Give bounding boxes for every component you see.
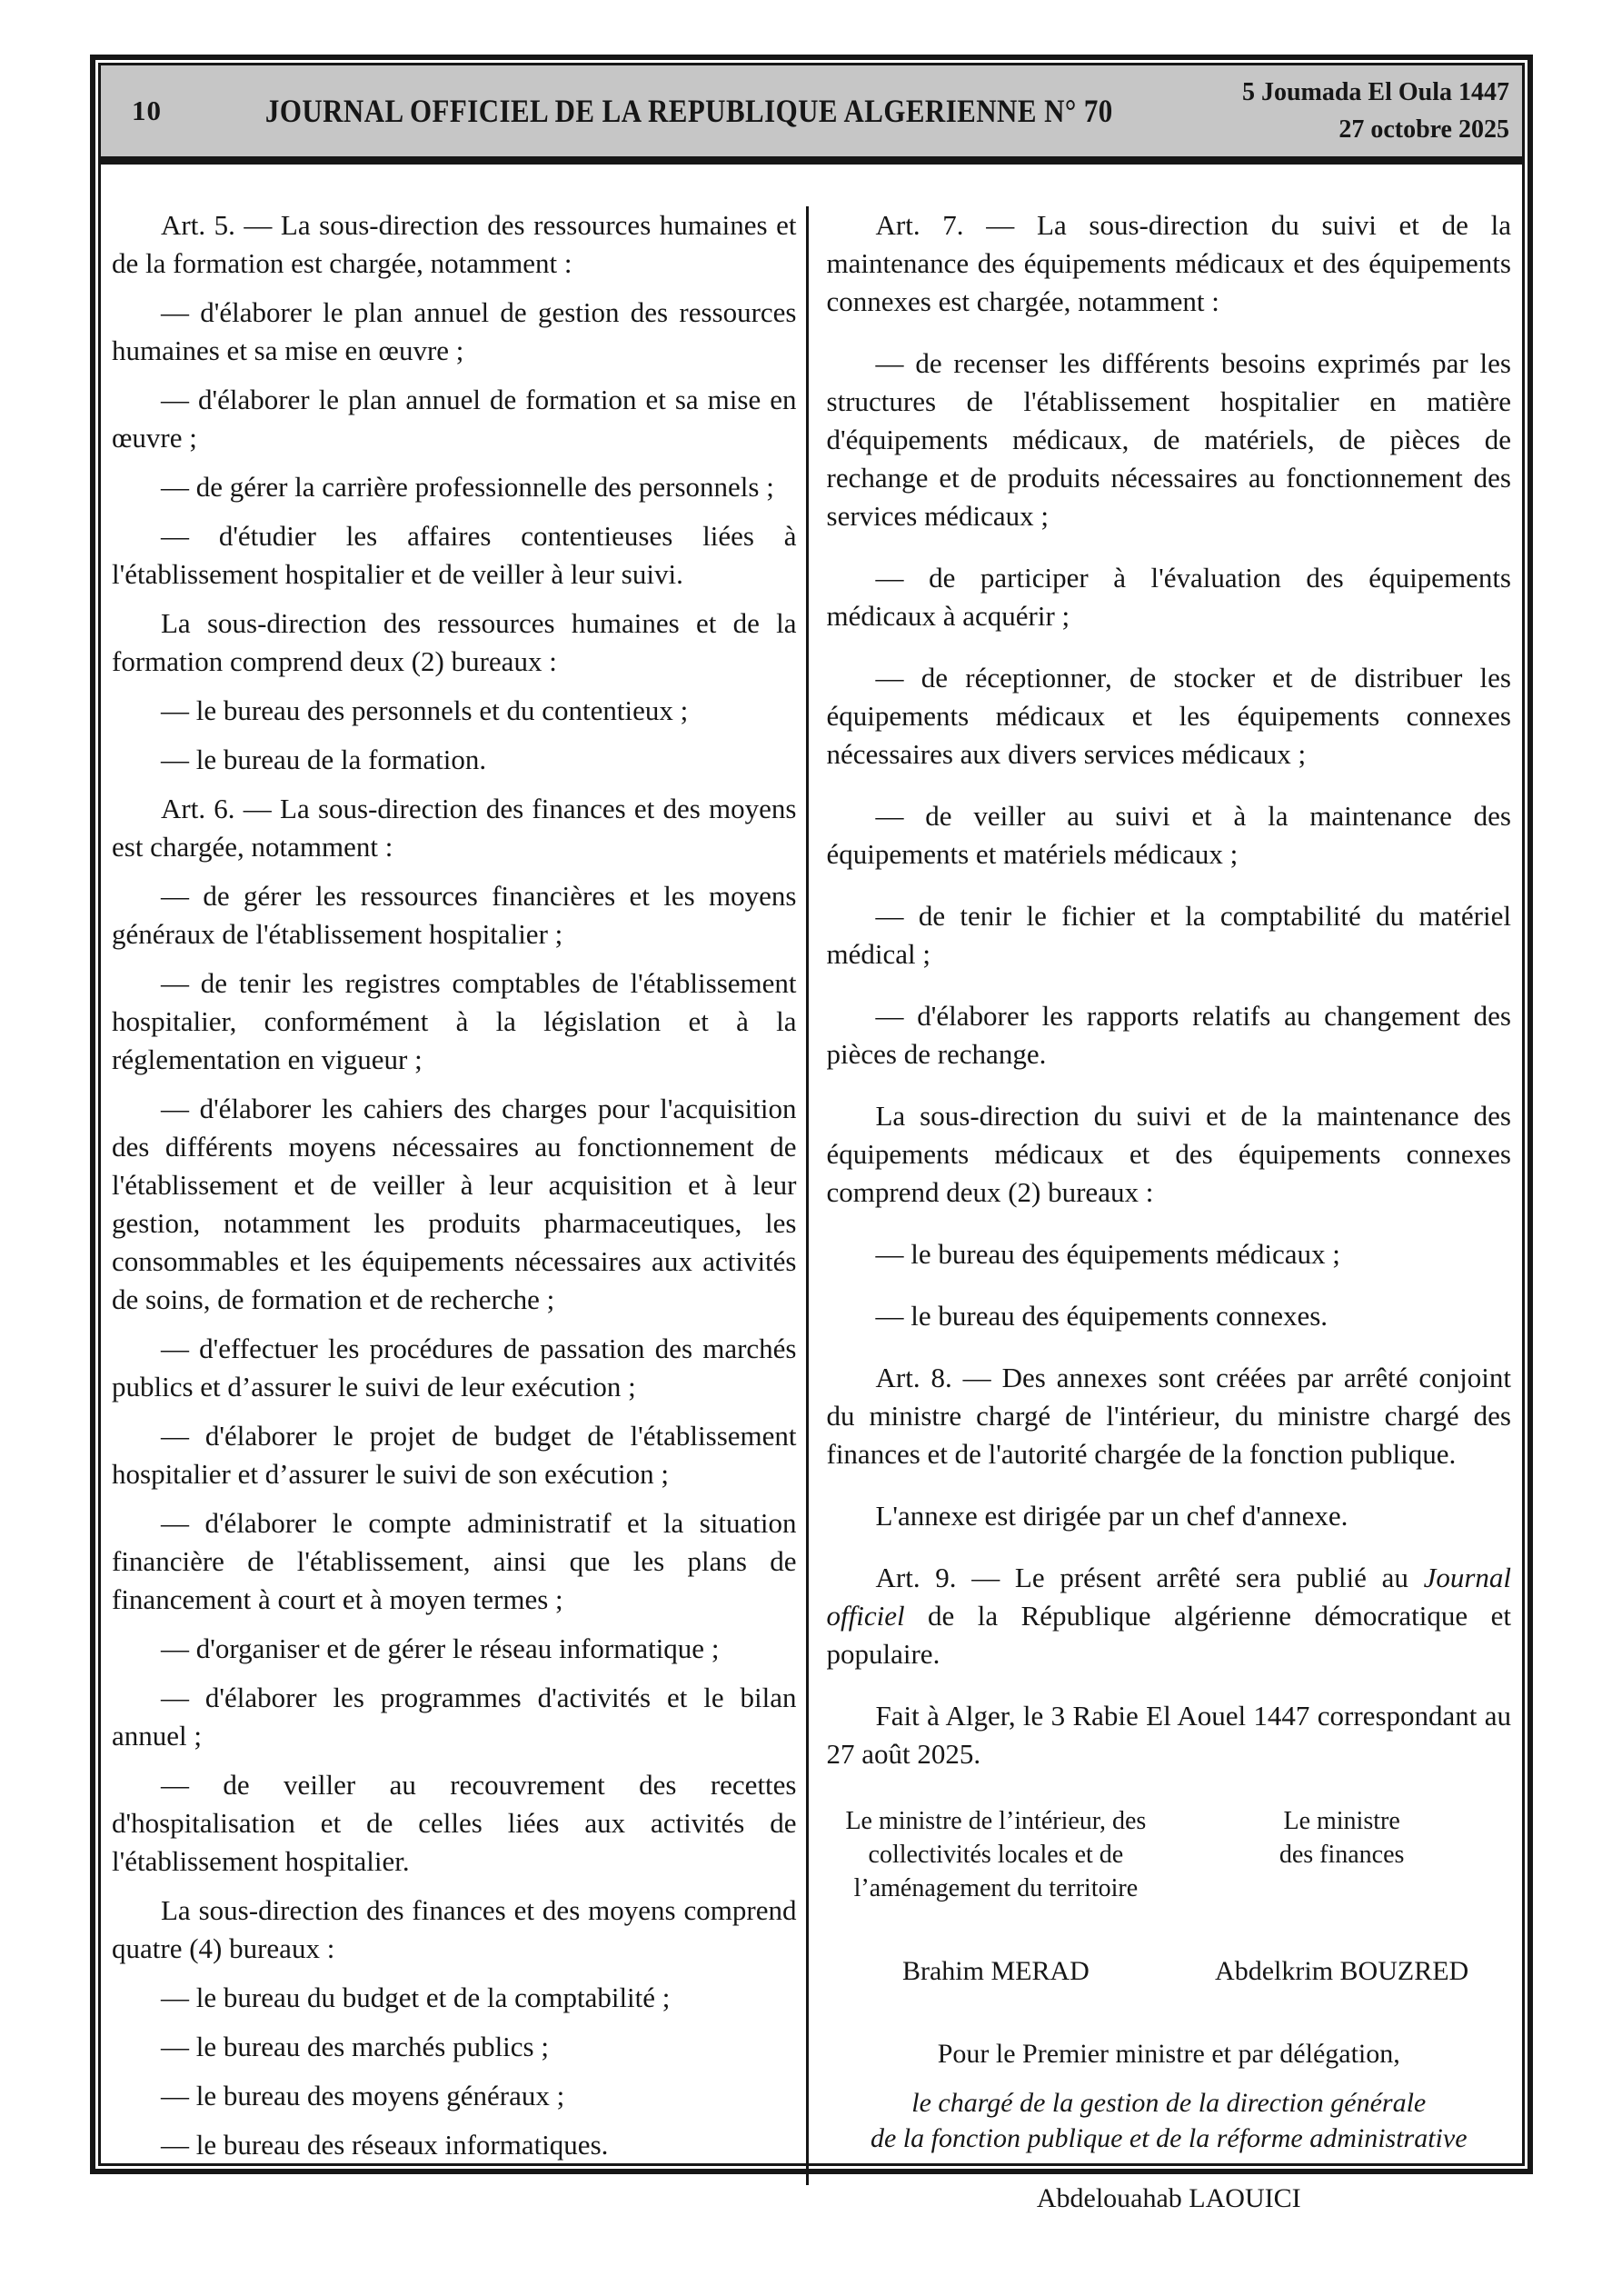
paragraph: Art. 8. — Des annexes sont créées par arrêté conjoint du ministre chargé de l'intérieur, du ministre chargé des finances et de l'autorité chargée de la fonction publique.	[826, 1362, 1511, 1470]
paragraph: L'annexe est dirigée par un chef d'annexe.	[875, 1500, 1348, 1532]
paragraph: Art. 5. — La sous-direction des ressources humaines et de la formation est chargée, notamment :	[112, 209, 797, 279]
column-right	[809, 165, 1523, 2218]
paragraph: — de réceptionner, de stocker et de distribuer les équipements médicaux et les équipements connexes nécessaires aux divers services médicaux ;	[826, 662, 1511, 770]
paragraph: — de gérer la carrière professionnelle des personnels ;	[161, 471, 774, 503]
paragraph: Fait à Alger, le 3 Rabie El Aouel 1447 correspondant au 27 août 2025.	[826, 1700, 1511, 1770]
paragraph: — de tenir les registres comptables de l'établissement hospitalier, conformément à la législation et à la réglementation en vigueur ;	[112, 967, 797, 1075]
paragraph: — d'élaborer le compte administratif et la situation financière de l'établissement, ainsi que les plans de financement à court et à moyen termes ;	[112, 1507, 797, 1615]
paragraph: Art. 7. — La sous-direction du suivi et de la maintenance des équipements médicaux et des équipements connexes est chargée, notamment :	[826, 209, 1511, 317]
paragraph: — d'élaborer les cahiers des charges pour l'acquisition des différents moyens nécessaires au fonctionnement de l'établissement et de veiller à leur acquisition et à leur gestion, notamment les produits pharmaceutiques, les consommables et les équipements nécessaires aux activités de soins, de formation et de recherche ;	[112, 1093, 797, 1315]
journal-title-wrap	[164, 92, 1213, 130]
masthead	[101, 65, 1522, 165]
minister-titles-row	[827, 1804, 1512, 1905]
paragraph: — d'élaborer les programmes d'activités et le bilan annuel ;	[112, 1682, 797, 1752]
paragraph: — de recenser les différents besoins exprimés par les structures de l'établissement hospitalier en matière d'équipements médicaux, de matériels, de pièces de rechange et de produits nécessaires au fonctionnement des services médicaux ;	[826, 347, 1511, 532]
date-hijri: 5 Joumada El Oula 1447	[1241, 78, 1509, 106]
minister-names-row	[827, 1952, 1512, 1991]
paragraph: — le bureau du budget et de la comptabilité ;	[161, 1982, 671, 2013]
paragraph: — le bureau des marchés publics ;	[161, 2031, 549, 2062]
delegation-line: Pour le Premier ministre et par délégation,	[937, 2039, 1400, 2069]
column-left	[101, 165, 806, 2218]
paragraph: — le bureau des moyens généraux ;	[161, 2080, 565, 2111]
paragraph: — d'organiser et de gérer le réseau informatique ;	[161, 1632, 720, 1664]
paragraph: — d'effectuer les procédures de passation des marchés publics et d’assurer le suivi de leur exécution ;	[112, 1333, 797, 1403]
signature-block	[827, 1804, 1512, 2218]
signer-name: Abdelouahab LAOUICI	[1036, 2183, 1301, 2213]
page-frame-inner	[98, 63, 1525, 2213]
paragraph: — de veiller au suivi et à la maintenance des équipements et matériels médicaux ;	[826, 800, 1511, 870]
paragraph: — d'élaborer le projet de budget de l'établissement hospitalier et d’assurer le suivi de son exécution ;	[112, 1420, 797, 1490]
minister-right-title: Le ministre des finances	[1279, 1807, 1405, 1869]
paragraph: Art. 6. — La sous-direction des finances et des moyens est chargée, notamment :	[112, 793, 797, 863]
paragraph: Art. 9. — Le présent arrêté sera publié au Journal officiel de la République algérienne démocratique et populaire.	[826, 1562, 1511, 1670]
paragraph: — de participer à l'évaluation des équipements médicaux à acquérir ;	[826, 562, 1511, 632]
paragraph: — de tenir le fichier et la comptabilité du matériel médical ;	[826, 900, 1511, 970]
paragraph: La sous-direction des ressources humaines et de la formation comprend deux (2) bureaux :	[112, 607, 797, 677]
minister-left-title: Le ministre de l’intérieur, des collectivités locales et de l’aménagement du territoire	[845, 1807, 1147, 1902]
paragraph: — d'élaborer le plan annuel de gestion des ressources humaines et sa mise en œuvre ;	[112, 296, 797, 366]
paragraph: — le bureau des réseaux informatiques.	[161, 2129, 609, 2161]
paragraph: — d'élaborer les rapports relatifs au changement des pièces de rechange.	[826, 1000, 1511, 1070]
paragraph: — de gérer les ressources financières et les moyens généraux de l'établissement hospitalier ;	[112, 880, 797, 950]
page-frame-outer	[90, 55, 1533, 2213]
paragraph: — d'étudier les affaires contentieuses liées à l'établissement hospitalier et de veiller à leur suivi.	[112, 520, 797, 590]
page-number: 10	[132, 95, 162, 126]
delegation-role: le chargé de la gestion de la direction générale de la fonction publique et de la réforme administrative	[870, 2088, 1468, 2153]
journal-title: JOURNAL OFFICIEL DE LA REPUBLIQUE ALGERIENNE N° 70	[264, 93, 1113, 129]
minister-left-name: Brahim MERAD	[901, 1956, 1090, 1986]
paragraph: La sous-direction du suivi et de la maintenance des équipements médicaux et des équipements connexes comprend deux (2) bureaux :	[826, 1100, 1511, 1208]
paragraph: — de veiller au recouvrement des recettes d'hospitalisation et de celles liées aux activités de l'établissement hospitalier.	[112, 1769, 797, 1877]
paragraph: — le bureau des équipements médicaux ;	[875, 1238, 1340, 1270]
paragraph: — le bureau des personnels et du contentieux ;	[161, 694, 689, 726]
masthead-dates	[1242, 74, 1509, 148]
minister-right-name: Abdelkrim BOUZRED	[1215, 1956, 1469, 1986]
paragraph: — le bureau de la formation.	[161, 744, 487, 775]
paragraph: — le bureau des équipements connexes.	[875, 1300, 1328, 1332]
page-content	[101, 165, 1522, 2218]
date-gregorian: 27 octobre 2025	[1338, 115, 1509, 144]
paragraph: La sous-direction des finances et des moyens comprend quatre (4) bureaux :	[112, 1894, 797, 1964]
paragraph: — d'élaborer le plan annuel de formation et sa mise en œuvre ;	[112, 384, 797, 454]
